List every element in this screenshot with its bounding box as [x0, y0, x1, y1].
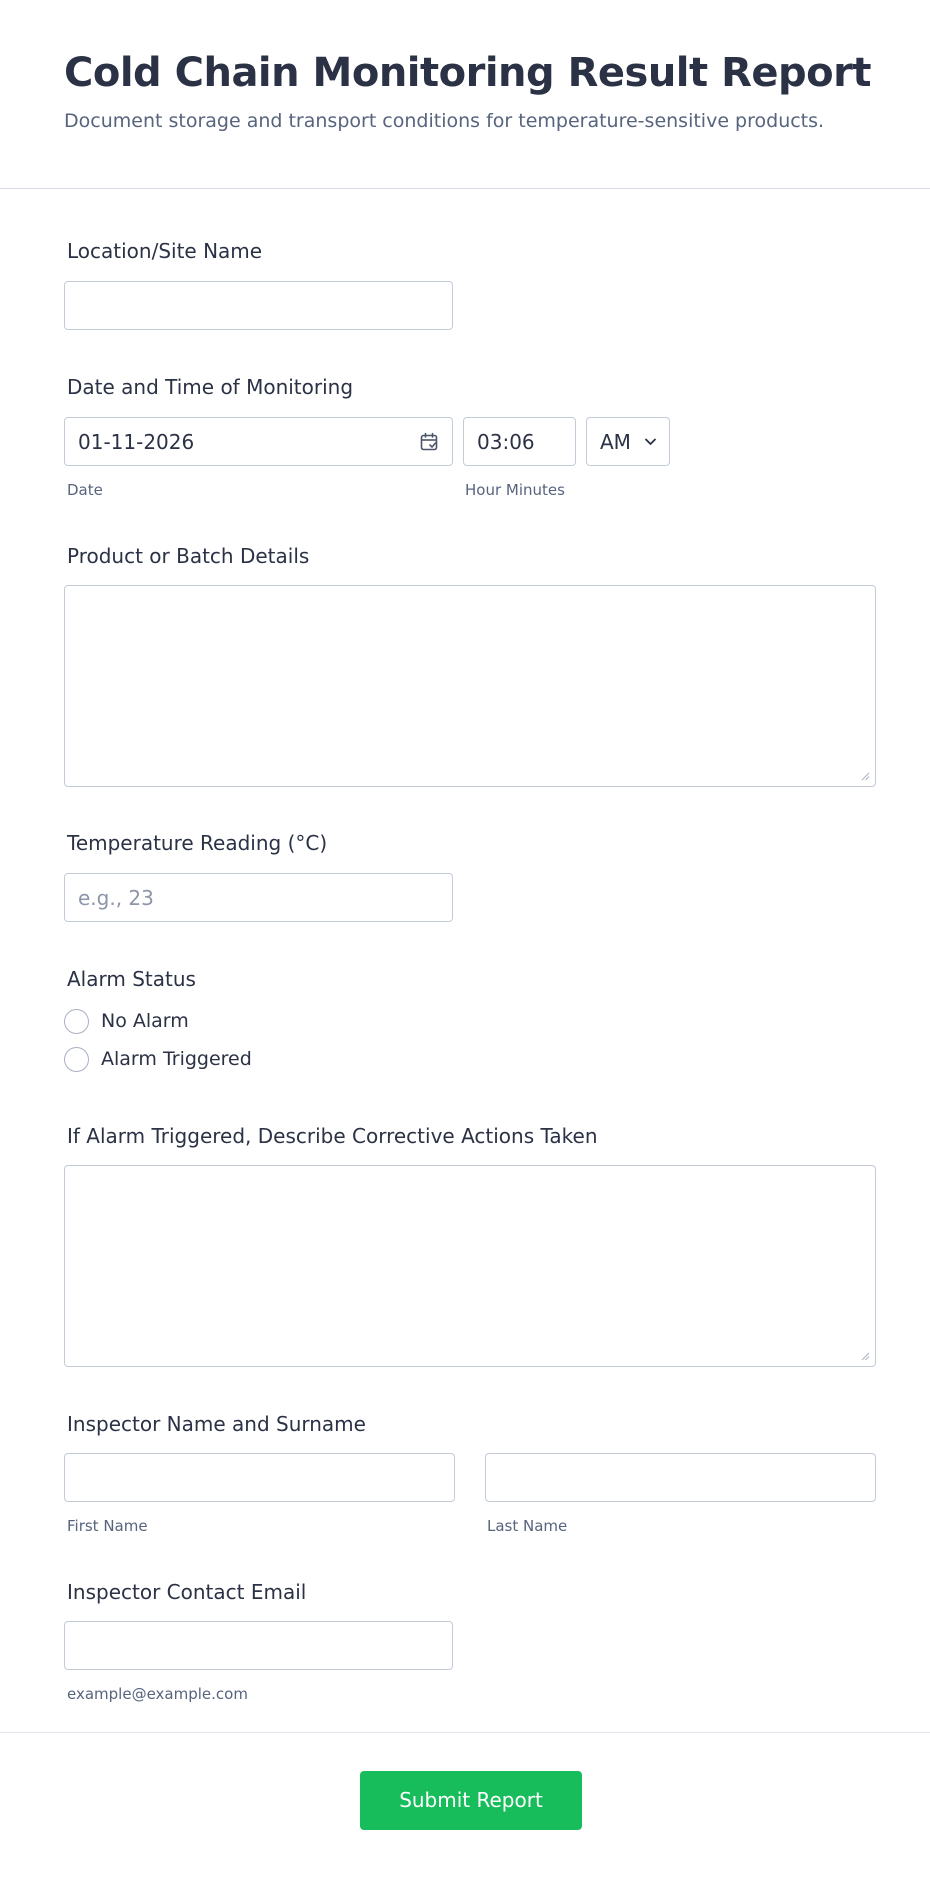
product-textarea[interactable]: [64, 585, 876, 787]
temperature-input[interactable]: [64, 873, 453, 922]
inspector-name-label: Inspector Name and Surname: [67, 1412, 366, 1436]
submit-button[interactable]: Submit Report: [360, 1771, 582, 1830]
time-input[interactable]: [463, 417, 576, 466]
date-input[interactable]: [64, 417, 453, 466]
temperature-placeholder: e.g., 23: [78, 886, 154, 910]
radio-button[interactable]: [64, 1009, 89, 1034]
corrective-textarea[interactable]: [64, 1165, 876, 1367]
resize-handle-icon[interactable]: [861, 1352, 870, 1361]
inspector-email-label: Inspector Contact Email: [67, 1580, 307, 1604]
email-input[interactable]: [64, 1621, 453, 1670]
product-label: Product or Batch Details: [67, 544, 310, 568]
last-name-input[interactable]: [485, 1453, 876, 1502]
location-label: Location/Site Name: [67, 239, 263, 263]
footer-divider: [0, 1732, 930, 1733]
page-subtitle: Document storage and transport conditions for temperature-sensitive products.: [64, 110, 825, 132]
page-title: Cold Chain Monitoring Result Report: [64, 50, 871, 96]
temperature-label: Temperature Reading (°C): [67, 831, 328, 855]
time-value: 03:06: [477, 430, 535, 454]
form-header: [0, 0, 930, 189]
radio-button[interactable]: [64, 1047, 89, 1072]
location-input[interactable]: [64, 281, 453, 330]
date-value: 01-11-2026: [78, 430, 195, 454]
first-name-input[interactable]: [64, 1453, 455, 1502]
chevron-down-icon: [644, 435, 657, 448]
calendar-icon[interactable]: [419, 432, 439, 452]
corrective-label: If Alarm Triggered, Describe Corrective Actions Taken: [67, 1124, 598, 1148]
first-name-sublabel: First Name: [67, 1517, 148, 1535]
time-sublabel: Hour Minutes: [465, 481, 565, 499]
ampm-value: AM: [600, 430, 631, 454]
alarm-label: Alarm Status: [67, 967, 196, 991]
email-sublabel: example@example.com: [67, 1685, 248, 1703]
datetime-label: Date and Time of Monitoring: [67, 375, 354, 399]
radio-label: Alarm Triggered: [101, 1048, 252, 1070]
radio-label: No Alarm: [101, 1010, 189, 1032]
date-sublabel: Date: [67, 481, 103, 499]
ampm-select[interactable]: [586, 417, 670, 466]
last-name-sublabel: Last Name: [487, 1517, 568, 1535]
resize-handle-icon[interactable]: [861, 772, 870, 781]
